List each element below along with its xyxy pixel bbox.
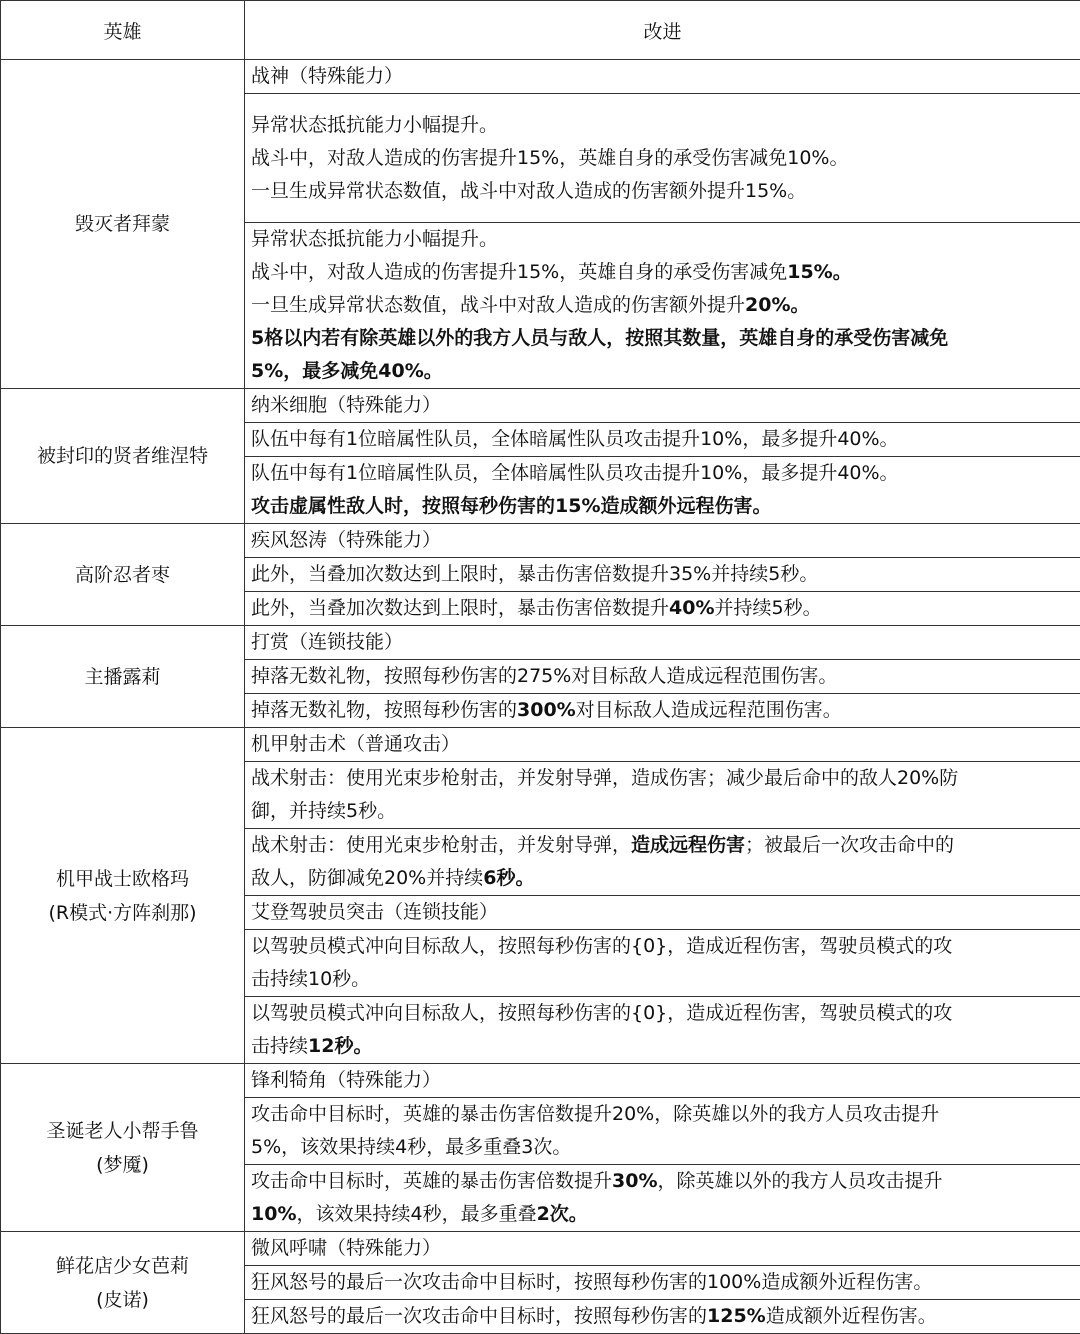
text-line xyxy=(251,963,1080,996)
text-segment: 一旦生成异常状态数值，战斗中对敌人造成的伤害额外提升15%。 xyxy=(251,180,806,202)
text-segment: 疾风怒涛（特殊能力） xyxy=(251,529,441,551)
improvement-text-cell xyxy=(245,223,1080,389)
hero-name-line: 毁灭者拜蒙 xyxy=(1,207,244,241)
improvement-text-cell xyxy=(245,1266,1080,1300)
text-line xyxy=(251,322,1080,355)
hero-name-line: 机甲战士欧格玛 xyxy=(1,862,244,896)
skill-title-cell xyxy=(245,389,1080,423)
hero-name-line: (皮诺) xyxy=(1,1283,244,1317)
text-segment: 打赏（连锁技能） xyxy=(251,631,403,653)
improvement-text-cell xyxy=(245,1165,1080,1232)
text-line xyxy=(251,289,1080,322)
improvement-text-cell xyxy=(245,558,1080,592)
text-segment: 攻击命中目标时，英雄的暴击伤害倍数提升20%，除英雄以外的我方人员攻击提升 xyxy=(251,1103,939,1125)
text-segment: 御，并持续5秒。 xyxy=(251,800,396,822)
skill-title-cell xyxy=(245,728,1080,762)
header-row xyxy=(1,1,1080,60)
text-segment: 对目标敌人造成远程范围伤害。 xyxy=(576,699,842,721)
bold-text-segment: 2次。 xyxy=(537,1203,588,1225)
text-segment: 敌人，防御减免20%并持续 xyxy=(251,867,483,889)
hero-name-line: 高阶忍者枣 xyxy=(1,558,244,592)
text-line xyxy=(251,1098,1080,1131)
bold-text-segment: 30% xyxy=(612,1170,657,1192)
bold-text-segment: 20%。 xyxy=(745,294,809,316)
table-row xyxy=(1,524,1080,558)
hero-name-cell xyxy=(1,1064,245,1232)
improvement-text-cell xyxy=(245,457,1080,524)
text-line xyxy=(251,1131,1080,1164)
skill-title-cell xyxy=(245,524,1080,558)
text-segment: 掉落无数礼物，按照每秒伤害的275%对目标敌人造成远程范围伤害。 xyxy=(251,665,837,687)
text-line xyxy=(251,728,1080,761)
text-line xyxy=(251,490,1080,523)
text-line xyxy=(251,626,1080,659)
text-line xyxy=(251,997,1080,1030)
skill-title-cell xyxy=(245,1232,1080,1266)
text-segment: 5%，该效果持续4秒，最多重叠3次。 xyxy=(251,1136,571,1158)
table-row xyxy=(1,389,1080,423)
text-line xyxy=(251,592,1080,625)
text-segment: 锋利犄角（特殊能力） xyxy=(251,1069,441,1091)
text-line xyxy=(251,524,1080,557)
improvement-text-cell xyxy=(245,1098,1080,1165)
improvement-text-cell xyxy=(245,762,1080,829)
text-segment: 此外，当叠加次数达到上限时，暴击伤害倍数提升35%并持续5秒。 xyxy=(251,563,818,585)
text-line xyxy=(251,457,1080,490)
text-line xyxy=(251,896,1080,929)
text-line xyxy=(251,829,1080,862)
text-line xyxy=(251,389,1080,422)
bold-text-segment: 造成远程伤害 xyxy=(631,834,745,856)
text-line xyxy=(251,558,1080,591)
improvement-text-cell xyxy=(245,829,1080,896)
bold-text-segment: 5格以内若有除英雄以外的我方人员与敌人，按照其数量，英雄自身的承受伤害减免 xyxy=(251,327,948,349)
text-line xyxy=(251,762,1080,795)
text-segment: 并持续5秒。 xyxy=(715,597,822,619)
bold-text-segment: 10% xyxy=(251,1203,296,1225)
text-segment: 异常状态抵抗能力小幅提升。 xyxy=(251,228,498,250)
bold-text-segment: 12秒。 xyxy=(308,1035,372,1057)
text-segment: 战神（特殊能力） xyxy=(251,65,403,87)
text-segment: ，除英雄以外的我方人员攻击提升 xyxy=(658,1170,943,1192)
text-segment: 狂风怒号的最后一次攻击命中目标时，按照每秒伤害的 xyxy=(251,1305,707,1327)
text-segment: 队伍中每有1位暗属性队员，全体暗属性队员攻击提升10%，最多提升40%。 xyxy=(251,462,899,484)
table-row xyxy=(1,60,1080,94)
hero-name-line: 被封印的贤者维涅特 xyxy=(1,439,244,473)
text-line xyxy=(251,142,1080,175)
hero-name-line: 圣诞老人小帮手鲁 xyxy=(1,1114,244,1148)
text-line xyxy=(251,1198,1080,1231)
text-line xyxy=(251,1232,1080,1265)
bold-text-segment: 125% xyxy=(707,1305,766,1327)
text-segment: 攻击命中目标时，英雄的暴击伤害倍数提升 xyxy=(251,1170,612,1192)
improvement-text-cell xyxy=(245,694,1080,728)
text-segment: 战斗中，对敌人造成的伤害提升15%，英雄自身的承受伤害减免10%。 xyxy=(251,147,848,169)
text-line xyxy=(251,1266,1080,1299)
skill-title-cell xyxy=(245,1064,1080,1098)
text-segment: 异常状态抵抗能力小幅提升。 xyxy=(251,114,498,136)
table-row xyxy=(1,1232,1080,1266)
text-line xyxy=(251,1064,1080,1097)
improvement-column-header: 改进 xyxy=(245,1,1080,60)
improvement-text-cell xyxy=(245,660,1080,694)
improvement-text-cell xyxy=(245,1300,1080,1334)
text-segment: 队伍中每有1位暗属性队员，全体暗属性队员攻击提升10%，最多提升40%。 xyxy=(251,428,899,450)
hero-name-cell xyxy=(1,728,245,1064)
text-line xyxy=(251,60,1080,93)
skill-title-cell xyxy=(245,626,1080,660)
text-segment: 战术射击：使用光束步枪射击，并发射导弹， xyxy=(251,834,631,856)
text-segment: 此外，当叠加次数达到上限时，暴击伤害倍数提升 xyxy=(251,597,669,619)
text-line xyxy=(251,1165,1080,1198)
text-segment: 狂风怒号的最后一次攻击命中目标时，按照每秒伤害的100%造成额外近程伤害。 xyxy=(251,1271,932,1293)
bold-text-segment: 攻击虚属性敌人时，按照每秒伤害的15%造成额外远程伤害。 xyxy=(251,495,771,517)
text-segment: ；被最后一次攻击命中的 xyxy=(745,834,954,856)
hero-column-header: 英雄 xyxy=(1,1,245,60)
table-row xyxy=(1,728,1080,762)
table-row xyxy=(1,626,1080,660)
hero-name-cell xyxy=(1,1232,245,1334)
text-segment: 微风呼啸（特殊能力） xyxy=(251,1237,441,1259)
bold-text-segment: 5%，最多减免40%。 xyxy=(251,360,443,382)
text-line xyxy=(251,862,1080,895)
hero-name-cell xyxy=(1,524,245,626)
bold-text-segment: 40% xyxy=(669,597,714,619)
text-line xyxy=(251,1300,1080,1333)
improvement-text-cell xyxy=(245,94,1080,223)
text-line xyxy=(251,795,1080,828)
bold-text-segment: 15%。 xyxy=(787,261,851,283)
skill-title-cell xyxy=(245,60,1080,94)
text-line xyxy=(251,660,1080,693)
hero-name-cell xyxy=(1,626,245,728)
text-line xyxy=(251,355,1080,388)
text-line xyxy=(251,109,1080,142)
improvement-text-cell xyxy=(245,930,1080,997)
text-segment: 造成额外近程伤害。 xyxy=(766,1305,937,1327)
text-line xyxy=(251,930,1080,963)
table-row xyxy=(1,1064,1080,1098)
bold-text-segment: 300% xyxy=(517,699,576,721)
text-line xyxy=(251,175,1080,208)
text-segment: 机甲射击术（普通攻击） xyxy=(251,733,460,755)
text-segment: 纳米细胞（特殊能力） xyxy=(251,394,441,416)
text-segment: 一旦生成异常状态数值，战斗中对敌人造成的伤害额外提升 xyxy=(251,294,745,316)
hero-name-line: 鲜花店少女芭莉 xyxy=(1,1249,244,1283)
improvement-text-cell xyxy=(245,997,1080,1064)
improvement-text-cell xyxy=(245,896,1080,930)
text-segment: 艾登驾驶员突击（连锁技能） xyxy=(251,901,498,923)
hero-name-cell xyxy=(1,389,245,524)
text-segment: 击持续 xyxy=(251,1035,308,1057)
bold-text-segment: 6秒。 xyxy=(483,867,534,889)
text-line xyxy=(251,1030,1080,1063)
text-segment: 以驾驶员模式冲向目标敌人，按照每秒伤害的{0}，造成近程伤害，驾驶员模式的攻 xyxy=(251,1002,952,1024)
text-segment: 战术射击：使用光束步枪射击，并发射导弹，造成伤害；减少最后命中的敌人20%防 xyxy=(251,767,958,789)
text-segment: 击持续10秒。 xyxy=(251,968,370,990)
text-segment: 以驾驶员模式冲向目标敌人，按照每秒伤害的{0}，造成近程伤害，驾驶员模式的攻 xyxy=(251,935,952,957)
hero-name-line: 主播露莉 xyxy=(1,660,244,694)
hero-name-line: (R模式·方阵刹那) xyxy=(1,896,244,930)
improvement-text-cell xyxy=(245,423,1080,457)
hero-name-cell xyxy=(1,60,245,389)
text-segment: 掉落无数礼物，按照每秒伤害的 xyxy=(251,699,517,721)
text-segment: 战斗中，对敌人造成的伤害提升15%，英雄自身的承受伤害减免 xyxy=(251,261,787,283)
text-line xyxy=(251,256,1080,289)
hero-name-line: (梦魇) xyxy=(1,1148,244,1182)
improvement-text-cell xyxy=(245,592,1080,626)
table-body xyxy=(1,1,1080,1334)
text-line xyxy=(251,423,1080,456)
text-line xyxy=(251,694,1080,727)
text-segment: ，该效果持续4秒，最多重叠 xyxy=(296,1203,536,1225)
text-line xyxy=(251,223,1080,256)
